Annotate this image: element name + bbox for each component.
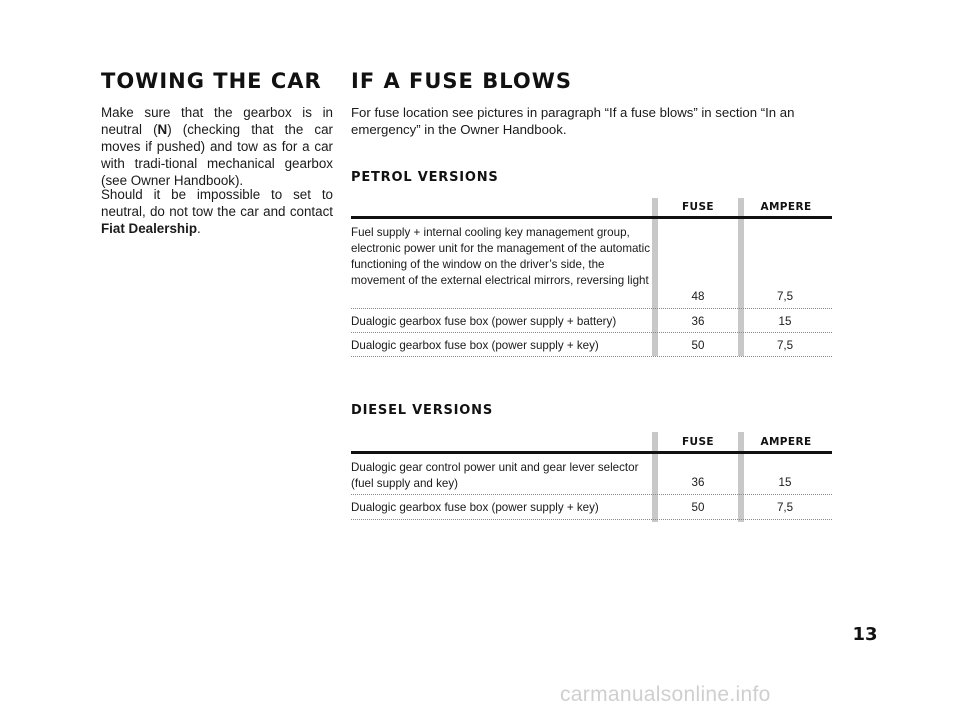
diesel-row-1-fuse: 36 xyxy=(691,476,705,489)
watermark: carmanualsonline.info xyxy=(560,683,771,706)
petrol-versions-heading: PETROL VERSIONS xyxy=(351,170,499,185)
petrol-table-header-rule xyxy=(351,216,832,219)
diesel-row-1-divider xyxy=(351,494,832,495)
fiat-dealership-emphasis: Fiat Dealership xyxy=(101,221,197,236)
towing-para1-start: Make sure that the gearbox is in neutral ( xyxy=(101,105,333,137)
petrol-row-1-fuse: 48 xyxy=(691,290,705,303)
diesel-row-2-fuse: 50 xyxy=(691,501,705,514)
diesel-row-2-description: Dualogic gearbox fuse box (power supply + key) xyxy=(351,501,599,514)
towing-para2-end: . xyxy=(197,221,201,236)
diesel-fuse-header: FUSE xyxy=(681,436,715,448)
diesel-ampere-header: AMPERE xyxy=(760,436,812,448)
diesel-versions-heading: DIESEL VERSIONS xyxy=(351,403,494,418)
towing-paragraph-2 xyxy=(101,186,333,237)
petrol-row-1-divider xyxy=(351,308,832,309)
gear-neutral-letter: N xyxy=(157,122,168,137)
towing-para2-start: Should it be impossible to set to neutral, do not tow the car and contact xyxy=(101,187,333,219)
petrol-fuse-header: FUSE xyxy=(681,201,715,213)
petrol-row-3-divider xyxy=(351,356,832,357)
diesel-row-2-divider xyxy=(351,519,832,520)
petrol-row-2-ampere: 15 xyxy=(778,315,792,328)
diesel-ampere-column-bar xyxy=(738,432,744,522)
page-number: 13 xyxy=(852,624,878,645)
towing-paragraph-1 xyxy=(101,104,333,189)
fuse-intro: For fuse location see pictures in paragraph “If a fuse blows” in section “In an emergency” in the Owner Handbook. xyxy=(351,105,795,137)
fuse-title: IF A FUSE BLOWS xyxy=(351,69,572,93)
diesel-fuse-column-bar xyxy=(652,432,658,522)
petrol-row-2-fuse: 36 xyxy=(691,315,705,328)
diesel-row-1-ampere: 15 xyxy=(778,476,792,489)
diesel-row-2-ampere: 7,5 xyxy=(776,501,794,514)
towing-title: TOWING THE CAR xyxy=(101,69,322,93)
petrol-ampere-header: AMPERE xyxy=(760,201,812,213)
petrol-row-3-ampere: 7,5 xyxy=(776,339,794,352)
petrol-row-3-description: Dualogic gearbox fuse box (power supply + key) xyxy=(351,339,599,352)
towing-para1-end: ) (checking that the car moves if pushed) and tow as for a car with tradi-tional mechanical gearbox (see Owner Handbook). xyxy=(101,122,334,188)
petrol-row-1-ampere: 7,5 xyxy=(776,290,794,303)
diesel-table-header-rule xyxy=(351,451,832,454)
petrol-row-2-description: Dualogic gearbox fuse box (power supply + battery) xyxy=(351,315,617,328)
petrol-row-1-description: Fuel supply + internal cooling key management group, electronic power unit for the management of the automatic functioning of the window on the driver’s side, the movement of the external electrical mirrors, reversing light xyxy=(351,226,651,287)
petrol-row-3-fuse: 50 xyxy=(691,339,705,352)
diesel-row-1-description: Dualogic gear control power unit and gear lever selector (fuel supply and key) xyxy=(351,461,639,490)
petrol-row-2-divider xyxy=(351,332,832,333)
